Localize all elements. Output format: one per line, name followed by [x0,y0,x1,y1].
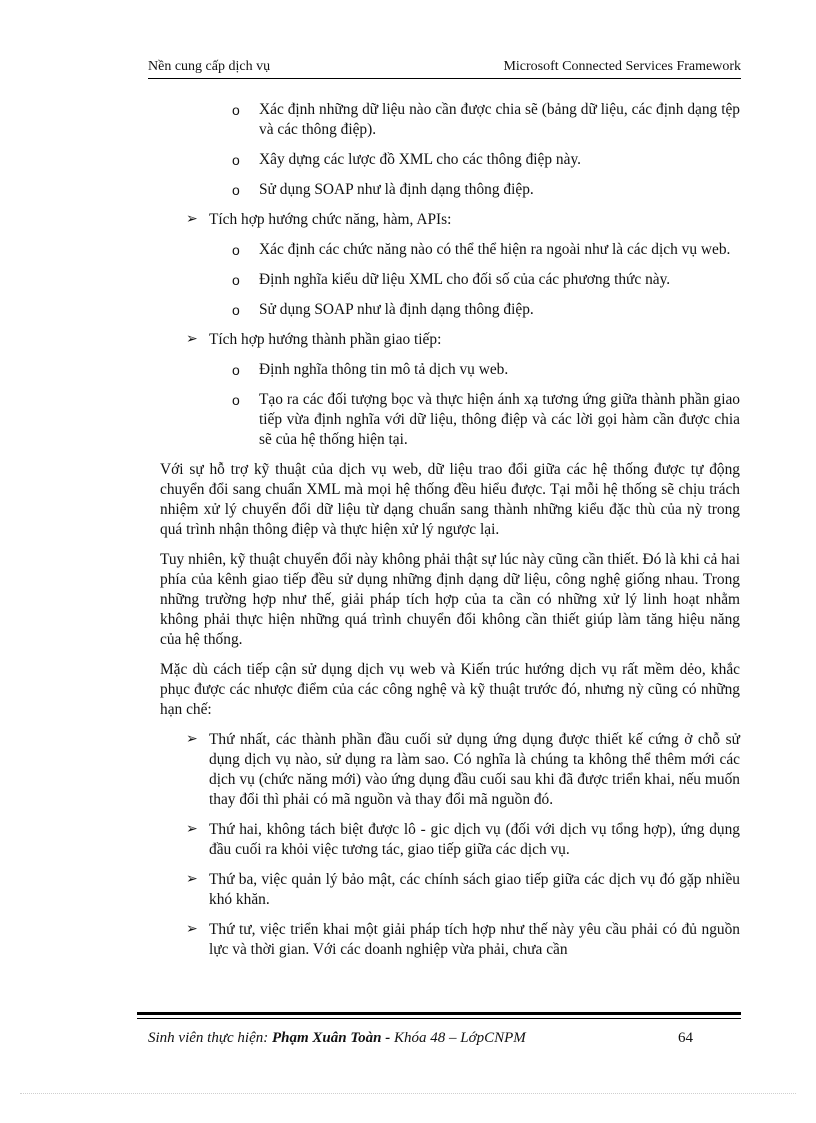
list-item [160,730,740,810]
list-item-text: Định nghĩa kiểu dữ liệu XML cho đối số của các phương thức này. [259,271,671,288]
circle-bullet-icon: o [232,362,240,378]
list-item-text: Định nghĩa thông tin mô tả dịch vụ web. [259,361,509,378]
footer-rule-thin [137,1018,741,1019]
list-item-text: Xác định những dữ liệu nào cần được chia sẽ (bảng dữ liệu, các định dạng tệp và các thông điệp). [259,101,740,138]
circle-bullet-icon: o [232,182,240,198]
list-item-text: Thứ nhất, các thành phần đầu cuối sử dụng ứng dụng được thiết kế cứng ở chỗ sử dụng dịch vụ nào, sử dụng ra làm sao. Có nghĩa là chúng ta không thể thêm mới các dịch vụ (chức năng mới) vào ứng dụng đầu cuối sau khi đã được triển khai, nếu muốn thay đổi thì phải có mã nguồn và thay đổi mã nguồn đó. [209,731,740,808]
circle-bullet-icon: o [232,152,240,168]
paragraph: Tuy nhiên, kỹ thuật chuyển đổi này không phải thật sự lúc này cũng cần thiết. Đó là khi cả hai phía của kênh giao tiếp đều sử dụng những định dạng dữ liệu, công nghệ giống nhau. Trong những trường hợp như thế, giải pháp tích hợp của ta cần có những xử lý linh hoạt nhằm không phải thực hiện những quá trình chuyển đổi không cần thiết giúp làm tăng hiệu năng của hệ thống. [160,551,740,648]
list-item [160,100,740,140]
list-item-text: Thứ hai, không tách biệt được lô - gic dịch vụ (đối với dịch vụ tổng hợp), ứng dụng đầu cuối ra khỏi việc tương tác, giao tiếp giữa các dịch vụ. [209,821,740,858]
list-item-text: Thứ tư, việc triển khai một giải pháp tích hợp như thế này yêu cầu phải có đủ nguồn lực và thời gian. Với các doanh nghiệp vừa phải, chưa cần [209,921,740,958]
arrow-bullet-icon: ➢ [186,332,198,347]
arrow-bullet-icon: ➢ [186,822,198,837]
circle-bullet-icon: o [232,272,240,288]
list-item [160,240,740,260]
page-number: 64 [678,1030,693,1046]
list-item-text: Xây dựng các lược đồ XML cho các thông điệp này. [259,151,581,168]
list-item [160,300,740,320]
arrow-bullet-icon: ➢ [186,732,198,747]
footer-rule-thick [137,1012,741,1015]
header-title-left: Nền cung cấp dịch vụ [148,59,271,74]
bottom-dotted-divider [20,1093,796,1094]
footer-author: Phạm Xuân Toàn - [271,1030,394,1046]
paragraph: Mặc dù cách tiếp cận sử dụng dịch vụ web và Kiến trúc hướng dịch vụ rất mềm dẻo, khắc phục được các nhược điểm của các công nghệ và kỹ thuật trước đó, nhưng nỳ cũng có những hạn chế: [160,661,740,718]
paragraph: Với sự hỗ trợ kỹ thuật của dịch vụ web, dữ liệu trao đổi giữa các hệ thống được tự động chuyển đổi sang chuẩn XML mà mọi hệ thống đều hiểu được. Tại mỗi hệ thống sẽ chịu trách nhiệm xử lý chuyển đổi dữ liệu từ dạng chuẩn sang thành những kiểu đặc thù của nỳ trong quá trình nhận thông điệp và thực hiện xử lý ngược lại. [160,461,740,538]
list-item-text: Sử dụng SOAP như là định dạng thông điệp. [259,181,534,198]
circle-bullet-icon: o [232,102,240,118]
footer-course: Khóa 48 – LớpCNPM [393,1030,526,1046]
page-content [160,100,740,970]
list-item-text: Tạo ra các đối tượng bọc và thực hiện ánh xạ tương ứng giữa thành phần giao tiếp vừa định nghĩa với dữ liệu, thông điệp và các lời gọi hàm cần được chia sẽ của hệ thống hiện tại. [259,391,740,448]
list-item-text: Xác định các chức năng nào có thể thể hiện ra ngoài như là các dịch vụ web. [259,241,731,258]
list-item [160,180,740,200]
list-item [160,390,740,450]
group-heading [160,210,740,230]
circle-bullet-icon: o [232,302,240,318]
arrow-bullet-icon: ➢ [186,872,198,887]
group-heading-text: Tích hợp hướng chức năng, hàm, APIs: [209,211,452,228]
header-title-right: Microsoft Connected Services Framework [503,59,741,74]
circle-bullet-icon: o [232,392,240,408]
page-footer [148,1030,741,1047]
page-header [148,58,741,79]
arrow-bullet-icon: ➢ [186,922,198,937]
group-heading-text: Tích hợp hướng thành phần giao tiếp: [209,331,442,348]
arrow-bullet-icon: ➢ [186,212,198,227]
circle-bullet-icon: o [232,242,240,258]
footer-prefix: Sinh viên thực hiện: [148,1030,272,1046]
list-item [160,870,740,910]
list-item [160,150,740,170]
list-item [160,920,740,960]
list-item-text: Thứ ba, việc quản lý bảo mật, các chính sách giao tiếp giữa các dịch vụ đó gặp nhiều khó khăn. [209,871,740,908]
group-heading [160,330,740,350]
list-item-text: Sử dụng SOAP như là định dạng thông điệp. [259,301,534,318]
list-item [160,270,740,290]
list-item [160,820,740,860]
list-item [160,360,740,380]
